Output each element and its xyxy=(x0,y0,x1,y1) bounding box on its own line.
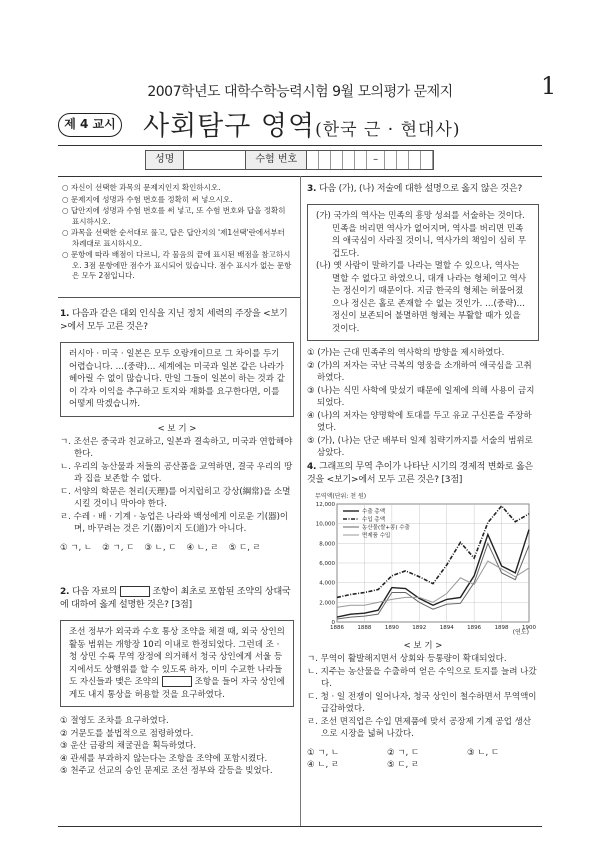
bogi-title: < 보 기 > xyxy=(403,641,443,651)
choice-3[interactable]: ③ ㄴ, ㄷ xyxy=(144,542,177,553)
chart-x-axis-label: (연도) xyxy=(512,629,529,636)
question-1-choices xyxy=(60,542,294,554)
chart-legend-label: 수출 총액 xyxy=(362,509,386,515)
chart-series-line xyxy=(337,530,529,618)
page-number: 1 xyxy=(541,72,557,100)
choice-1[interactable]: ① ㄱ, ㄴ xyxy=(307,747,340,758)
notice-item: ○ 과목을 선택한 순서대로 풀고, 답은 답안지의 '제1선택'란에서부터 차례대로 표시하시오. xyxy=(62,228,285,248)
notice-item: ○ 문항에 따라 배점이 다르니, 각 물음의 끝에 표시된 배점을 참고하시오. 3점 문항에만 점수가 표시되어 있습니다. 점수 표시가 없는 문항은 모두 2점입니다. xyxy=(62,250,292,280)
question-3-stem xyxy=(307,183,539,196)
chart-x-tick-label: 1886 xyxy=(330,625,344,631)
bogi-title: < 보 기 > xyxy=(157,423,197,434)
choice-5[interactable]: ⑤ ㄷ, ㄹ xyxy=(228,542,261,553)
session-badge: 제 4 교시 xyxy=(58,113,122,137)
chart-y-tick-label: 4,000 xyxy=(319,580,335,587)
chart-series-line xyxy=(337,543,529,619)
question-number: 2. xyxy=(60,587,70,597)
choice-1[interactable]: ① 절영도 조차를 요구하였다. xyxy=(60,716,169,726)
question-number: 3. xyxy=(307,184,317,194)
question-1-stem xyxy=(60,308,294,334)
bogi-item: ㄷ. 서양의 학문은 천리(天理)를 어지럽히고 강상(綱常)을 소멸시킬 것이니 막아야 한다. xyxy=(60,486,291,509)
chart-legend xyxy=(343,507,411,539)
chart-y-ticks xyxy=(316,502,336,626)
exam-number-dash: – xyxy=(367,151,385,169)
choice-4[interactable]: ④ ㄴ, ㄹ xyxy=(186,542,219,553)
exam-number-cell[interactable] xyxy=(343,151,355,169)
blank-box xyxy=(162,676,192,687)
chart-x-tick-label: 1898 xyxy=(494,625,509,631)
subject-sub: (한국 근 · 현대사) xyxy=(315,120,461,140)
chart-y-tick-label: 8,000 xyxy=(319,541,335,548)
bogi-list xyxy=(307,653,539,741)
bogi-item: ㄴ. 지주는 농산물을 수출하여 얻은 수익으로 토지를 늘려 나갔다. xyxy=(307,666,537,689)
exam-number-label: 수험 번호 xyxy=(246,151,307,169)
trade-line-chart xyxy=(307,490,539,636)
subject-main: 사회탐구 영역 xyxy=(143,111,316,142)
choice-2[interactable]: ② (가)의 저자는 국난 극복의 영웅을 소개하여 애국심을 고취하였다. xyxy=(307,360,532,383)
question-4-choices xyxy=(307,747,539,771)
chart-x-tick-label: 1900 xyxy=(522,625,536,631)
bogi-item: ㄱ. 조선은 중국과 친교하고, 일본과 결속하고, 미국과 연합해야 한다. xyxy=(60,436,293,459)
exam-number-cell[interactable] xyxy=(355,151,367,169)
chart-x-tick-label: 1888 xyxy=(357,625,372,631)
question-text: 조항이 최초로 포함된 조약의 상대국에 대하여 옳게 설명한 것은? [3점] xyxy=(60,587,291,610)
choice-5[interactable]: ⑤ 천주교 선교의 승인 문제로 조선 정부와 갈등을 빚었다. xyxy=(60,766,273,776)
bogi-list xyxy=(60,436,294,536)
question-text: 다음 (가), (나) 저술에 대한 설명으로 옳지 않은 것은? xyxy=(318,184,523,194)
question-1-passage: 러시아 · 미국 · 일본은 모두 오랑캐이므로 그 차이를 두기 어렵습니다. …(중략)… 세계에는 미국과 일본 같은 나라가 헤아릴 수 없이 많습니다. 만일 그들이 일본이 하는 것과 같이 각자 이익을 추구하고 토지와 재화를 요구한다면, 이를 어떻게 막겠습니까. xyxy=(60,342,294,417)
choice-4[interactable]: ④ ㄴ, ㄹ xyxy=(307,759,340,770)
choice-3[interactable]: ③ (나)는 식민 사학에 맞섰기 때문에 일제에 의해 사용이 금지되었다. xyxy=(307,385,535,408)
exam-number-cell[interactable] xyxy=(385,151,397,169)
choice-4[interactable]: ④ (나)의 저자는 양명학에 토대를 두고 유교 구신론을 주장하였다. xyxy=(307,410,532,433)
exam-title: 2007학년도 대학수학능력시험 9월 모의평가 문제지 xyxy=(147,84,453,100)
question-2 xyxy=(60,586,294,778)
question-4 xyxy=(307,461,539,487)
question-number: 4. xyxy=(307,462,317,472)
chart-legend-label: 수입 총액 xyxy=(362,517,386,523)
chart-legend-label: 농산물(쌀+콩) 수출 xyxy=(362,525,410,531)
chart-legend-label: 면제품 수입 xyxy=(362,533,391,539)
bogi-item: ㄹ. 조선 면직업은 수입 면제품에 맞서 공장제 기계 공업 생산으로 시장을 넓혀 나갔다. xyxy=(307,716,532,739)
notice-item: ○ 자신이 선택한 과목의 문제지인지 확인하시오. xyxy=(62,183,221,192)
chart-y-tick-label: 10,000 xyxy=(315,521,335,528)
exam-number-cell[interactable] xyxy=(409,151,421,169)
choice-2[interactable]: ② ㄱ, ㄷ xyxy=(387,747,420,758)
chart-y-tick-label: 0 xyxy=(331,620,335,626)
question-4-stem xyxy=(307,461,539,487)
name-label: 성명 xyxy=(146,151,184,169)
question-2-choices xyxy=(60,715,294,778)
choice-3[interactable]: ③ 운산 금광의 채굴권을 획득하였다. xyxy=(60,741,197,751)
bogi-item: ㄴ. 우리의 농산물과 저들의 공산품을 교역하면, 결국 우리의 땅과 집을 보존할 수 없다. xyxy=(60,461,293,484)
passage-na: (나) 옛 사람이 말하기를 나라는 멸할 수 있으나, 역사는 멸할 수 없다고 하였으니, 대개 나라는 형체이고 역사는 정신이기 때문이다. 지금 한국의 형체는 허물어졌으나 정신은 홀로 존재할 수 없는 것인가. …(중략)… 정신이 보존되어 불멸하면 형체는 부활할 때가 있을 것이다. xyxy=(316,261,527,334)
choice-1[interactable]: ① (가)는 근대 민족주의 역사학의 방향을 제시하였다. xyxy=(307,348,505,358)
chart-x-tick-label: 1892 xyxy=(412,625,427,631)
chart-x-tick-label: 1894 xyxy=(439,625,454,631)
choice-5[interactable]: ⑤ (가), (나)는 단군 배부터 일제 침략기까지를 서술의 범위로 삼았다. xyxy=(307,435,533,458)
blank-box xyxy=(120,586,150,597)
exam-number-cell[interactable] xyxy=(331,151,343,169)
question-3-passage xyxy=(307,204,539,341)
choice-4[interactable]: ④ 관세를 부과하지 않는다는 조항을 조약에 포함시켰다. xyxy=(60,753,268,764)
choice-3[interactable]: ③ ㄴ, ㄷ xyxy=(467,747,500,758)
chart-x-tick-label: 1890 xyxy=(384,625,399,631)
question-3-choices xyxy=(307,347,539,460)
column-divider xyxy=(300,176,301,826)
passage-ga: (가) 국가의 역사는 민족의 흥망 성쇠를 서술하는 것이다. 민족을 버리면 역사가 없어지며, 역사를 버리면 민족의 애국심이 사라질 것이니, 역사가의 책임이 심히 무겁도다. xyxy=(316,211,527,259)
passage-text: 조항을 들어 자국 상인에게도 내지 통상을 허용할 것을 요구하였다. xyxy=(69,677,285,700)
choice-5[interactable]: ⑤ ㄷ, ㄹ xyxy=(387,759,420,770)
chart-y-tick-label: 6,000 xyxy=(319,561,335,567)
question-3 xyxy=(307,183,539,460)
chart-x-tick-label: 1896 xyxy=(467,625,482,631)
notice-item: ○ 답안지에 성명과 수험 번호를 써 넣고, 또 수험 번호와 답을 정확히 표시하시오. xyxy=(62,206,286,226)
notice-separator xyxy=(58,297,300,298)
question-4-bogi xyxy=(307,638,539,771)
question-text: 다음 자료의 xyxy=(71,587,118,597)
name-field[interactable] xyxy=(184,151,246,169)
question-2-stem xyxy=(60,586,294,612)
passage-text: 조선 정부가 외국과 수호 통상 조약을 체결 때, 외국 상인의 활동 범위는 개항장 10리 이내로 한정되었다. 그런데 조 · 청 상민 수륙 무역 장정에 의거해서 청국 상인에게 서울 등지에서도 상행위를 할 수 있도록 하자, 이미 수교한 나라들도 자신들과 맺은 조약의 xyxy=(69,627,285,687)
exam-number-cell[interactable] xyxy=(421,151,433,169)
choice-2[interactable]: ② ㄱ, ㄷ xyxy=(102,542,135,553)
choice-1[interactable]: ① ㄱ, ㄴ xyxy=(60,542,93,553)
bogi-item: ㄷ. 청 · 일 전쟁이 일어나자, 청국 상인이 철수하면서 무역액이 급감하였다. xyxy=(307,691,537,714)
exam-number-cell[interactable] xyxy=(307,151,319,169)
exam-number-cell[interactable] xyxy=(397,151,409,169)
exam-notices xyxy=(62,183,294,283)
bogi-item: ㄱ. 무역이 활발해지면서 상회와 등통량이 확대되었다. xyxy=(307,654,507,664)
chart-y-tick-label: 12,000 xyxy=(315,502,335,508)
question-1 xyxy=(60,308,294,554)
bogi-item: ㄹ. 수레 · 배 · 기계 · 농업은 나라와 백성에게 이로운 기(器)이며, 바꾸려는 것은 기(器)이지 도(道)가 아니다. xyxy=(60,511,289,534)
header-rule xyxy=(58,145,542,146)
footer-rule xyxy=(58,826,542,827)
notice-item: ○ 문제지에 성명과 수험 번호를 정확히 써 넣으시오. xyxy=(62,194,233,204)
chart-x-ticks xyxy=(330,625,536,631)
chart-y-tick-label: 2,000 xyxy=(319,600,335,607)
question-number: 1. xyxy=(60,309,70,319)
choice-2[interactable]: ② 거문도를 불법적으로 점령하였다. xyxy=(60,728,194,739)
chart-y-axis-label: 무역액(단위: 천 원) xyxy=(315,493,367,500)
question-text: 그래프의 무역 추이가 나타난 시기의 경제적 변화로 옳은 것을 <보기>에서 모두 고른 것은? [3점] xyxy=(307,462,533,485)
question-2-passage xyxy=(60,620,294,707)
exam-number-cell[interactable] xyxy=(319,151,331,169)
subject-title xyxy=(143,104,461,143)
candidate-id-row xyxy=(145,150,434,170)
question-text: 다음과 같은 대외 인식을 지닌 정치 세력의 주장을 <보기>에서 모두 고른 것은? xyxy=(60,309,288,332)
